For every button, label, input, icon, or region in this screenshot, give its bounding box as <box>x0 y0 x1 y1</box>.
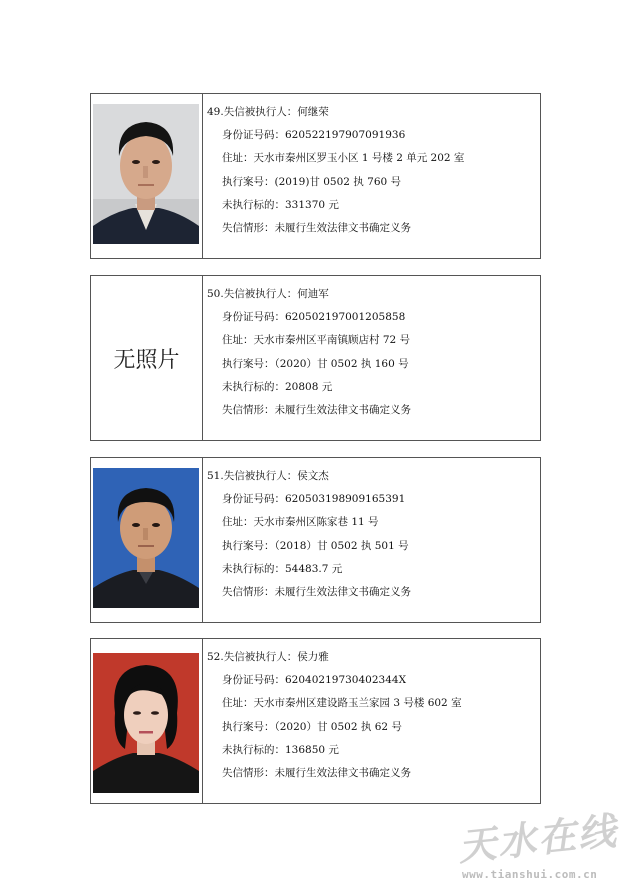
record-card-49 <box>90 93 541 259</box>
photo-cell <box>91 639 203 803</box>
person-photo-image <box>93 468 199 608</box>
record-info <box>203 639 540 803</box>
id-number: 身份证号码：620522197907091936 <box>222 129 406 142</box>
record-card-51 <box>90 457 541 623</box>
person-photo <box>93 104 199 244</box>
record-title: 49.失信被执行人：何继荣 <box>207 106 329 118</box>
id-number: 身份证号码：620503198909165391 <box>222 493 406 506</box>
record-title: 51.失信被执行人：侯文杰 <box>207 470 329 482</box>
person-photo-image <box>93 653 199 793</box>
unexecuted-amount: 未执行标的：54483.7 元 <box>222 562 343 575</box>
watermark-logo <box>450 808 625 888</box>
record-card-52 <box>90 638 541 804</box>
default-situation: 失信情形：未履行生效法律文书确定义务 <box>222 586 411 599</box>
case-number: 执行案号：（2020）甘 0502 执 62 号 <box>222 720 402 733</box>
address: 住址：天水市秦州区罗玉小区 1 号楼 2 单元 202 室 <box>222 152 465 165</box>
unexecuted-amount: 未执行标的：136850 元 <box>222 743 339 756</box>
default-situation: 失信情形：未履行生效法律文书确定义务 <box>222 404 411 417</box>
unexecuted-amount: 未执行标的：20808 元 <box>222 380 333 393</box>
person-photo <box>93 468 199 608</box>
photo-cell <box>91 276 203 440</box>
address: 住址：天水市秦州区平南镇顾店村 72 号 <box>222 334 411 347</box>
unexecuted-amount: 未执行标的：331370 元 <box>222 198 339 211</box>
no-photo-label: 无照片 <box>113 347 180 373</box>
watermark-url: www.tianshui.com.cn <box>462 868 598 881</box>
record-info <box>203 458 540 622</box>
photo-cell <box>91 94 203 258</box>
address: 住址：天水市秦州区建设路玉兰家园 3 号楼 602 室 <box>222 697 462 710</box>
record-card-50 <box>90 275 541 441</box>
address: 住址：天水市秦州区陈家巷 11 号 <box>222 516 379 529</box>
photo-cell <box>91 458 203 622</box>
default-situation: 失信情形：未履行生效法律文书确定义务 <box>222 767 411 780</box>
case-number: 执行案号：(2019)甘 0502 执 760 号 <box>222 175 402 188</box>
record-title: 50.失信被执行人：何迪军 <box>207 288 329 300</box>
record-info <box>203 276 540 440</box>
record-info <box>203 94 540 258</box>
id-number: 身份证号码：62040219730402344X <box>222 674 407 687</box>
person-photo-image <box>93 104 199 244</box>
id-number: 身份证号码：620502197001205858 <box>222 311 406 324</box>
case-number: 执行案号：（2018）甘 0502 执 501 号 <box>222 539 409 552</box>
person-photo <box>93 653 199 793</box>
case-number: 执行案号：（2020）甘 0502 执 160 号 <box>222 357 409 370</box>
record-title: 52.失信被执行人：侯力雅 <box>207 651 329 663</box>
watermark-text: 天水在线 <box>455 808 620 870</box>
default-situation: 失信情形：未履行生效法律文书确定义务 <box>222 222 411 235</box>
